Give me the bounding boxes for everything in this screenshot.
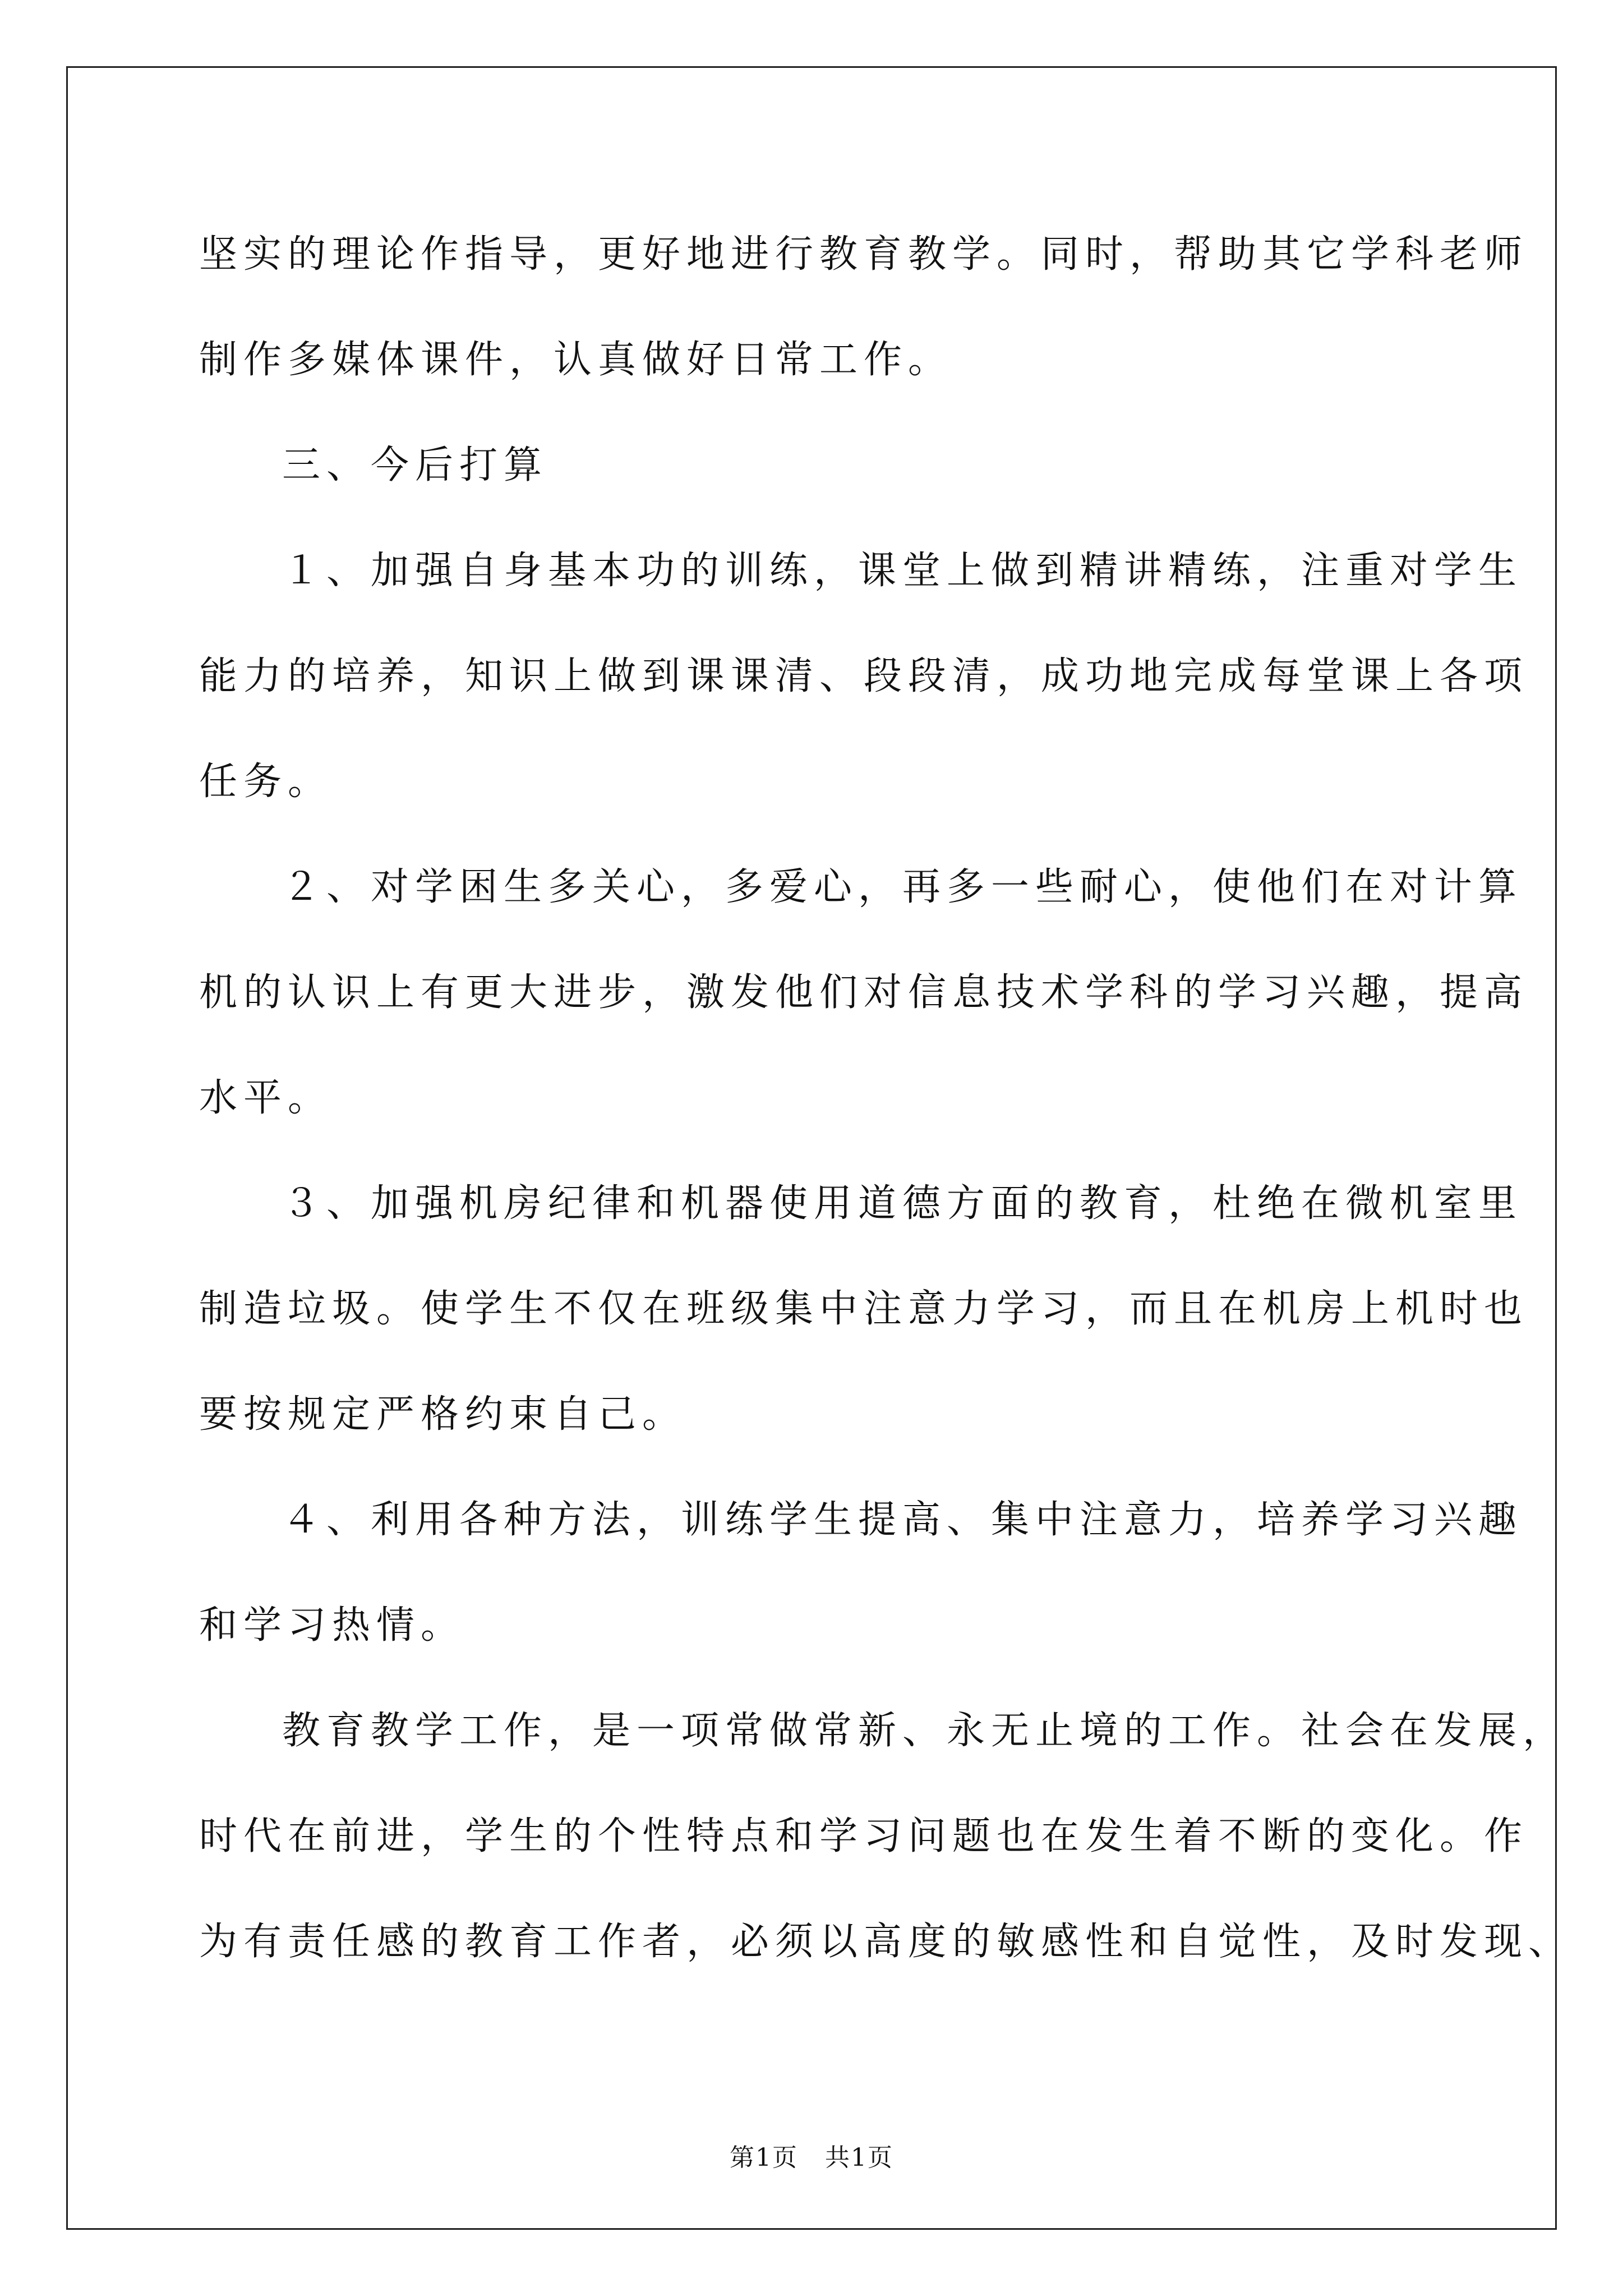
text-line: 能力的培养，知识上做到课课清、段段清，成功地完成每堂课上各项 bbox=[199, 654, 1529, 698]
heading-text: 三、今后打算 bbox=[282, 443, 548, 487]
text-line: 水平。 bbox=[199, 1076, 333, 1120]
text-line: １、加强自身基本功的训练，课堂上做到精讲精练，注重对学生 bbox=[282, 549, 1523, 593]
text-line: ２、对学困生多关心，多爱心，再多一些耐心，使他们在对计算 bbox=[282, 865, 1523, 909]
text-line: 和学习热情。 bbox=[199, 1603, 465, 1648]
text-line: 任务。 bbox=[199, 760, 333, 804]
paragraph-continuation bbox=[199, 202, 1529, 413]
text-line: 为有责任感的教育工作者，必须以高度的敏感性和自觉性，及时发现、 bbox=[199, 1920, 1573, 1964]
text-line: 时代在前进，学生的个性特点和学习问题也在发生着不断的变化。作 bbox=[199, 1814, 1529, 1858]
list-item-3 bbox=[199, 1151, 1529, 1467]
text-line: 要按规定严格约束自己。 bbox=[199, 1392, 687, 1437]
section-heading bbox=[199, 413, 1489, 518]
page-number: 第1页 bbox=[730, 2143, 799, 2172]
page-footer bbox=[0, 2137, 1623, 2173]
text-line: 制作多媒体课件，认真做好日常工作。 bbox=[199, 338, 953, 382]
text-line: 机的认识上有更大进步，激发他们对信息技术学科的学习兴趣，提高 bbox=[199, 970, 1529, 1015]
list-item-1 bbox=[199, 518, 1529, 835]
list-item-4 bbox=[199, 1467, 1523, 1678]
document-body bbox=[199, 202, 1573, 1995]
text-line: 制造垃圾。使学生不仅在班级集中注意力学习，而且在机房上机时也 bbox=[199, 1287, 1529, 1331]
page-total: 共1页 bbox=[824, 2143, 893, 2172]
list-item-2 bbox=[199, 835, 1529, 1151]
text-line: ３、加强机房纪律和机器使用道德方面的教育，杜绝在微机室里 bbox=[282, 1181, 1523, 1226]
text-line: 坚实的理论作指导，更好地进行教育教学。同时，帮助其它学科老师 bbox=[199, 232, 1529, 277]
text-line: 教育教学工作，是一项常做常新、永无止境的工作。社会在发展， bbox=[282, 1709, 1567, 1753]
text-line: ４、利用各种方法，训练学生提高、集中注意力，培养学习兴趣 bbox=[282, 1498, 1523, 1542]
closing-paragraph bbox=[199, 1678, 1573, 1995]
